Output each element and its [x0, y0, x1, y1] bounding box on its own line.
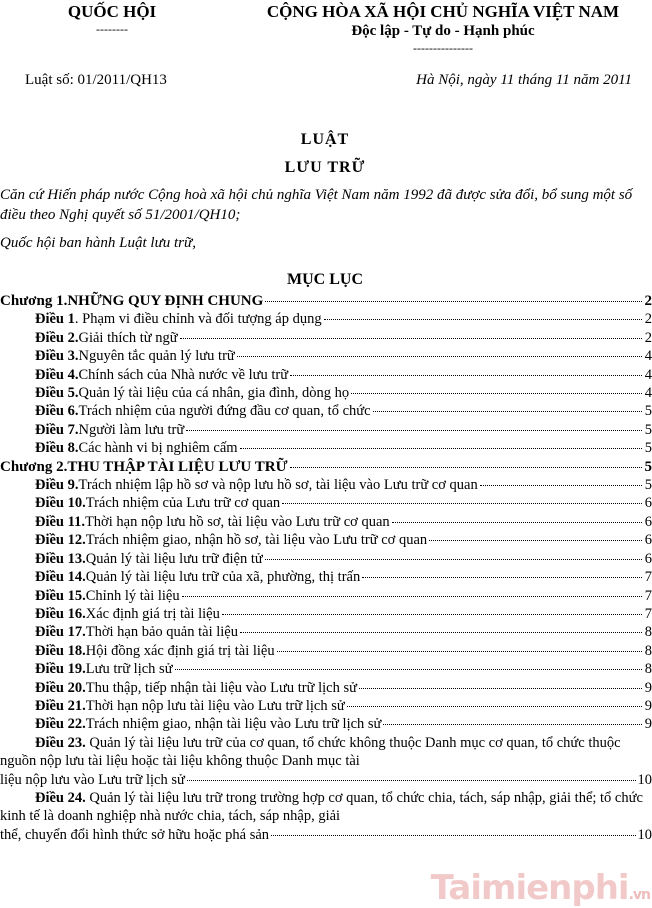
- toc-page-number: 10: [637, 771, 652, 788]
- toc-page-number: 7: [644, 605, 652, 622]
- toc-entry-text: Quản lý tài liệu của cá nhân, gia đình, dòng họ: [78, 385, 350, 402]
- toc-page-number: 9: [644, 679, 652, 696]
- toc-entry-label: Điều 22.: [35, 716, 86, 733]
- legal-basis: Căn cứ Hiến pháp nước Cộng hoà xã hội chủ nghĩa Việt Nam năm 1992 đã được sửa đổi, bổ sung một số điều theo Nghị quyết số 51/2001/QH10;: [0, 187, 633, 223]
- toc-chapter-entry[interactable]: [0, 458, 652, 476]
- dot-leader: [290, 467, 642, 468]
- toc-article-entry[interactable]: [0, 734, 652, 789]
- toc-entry-text: Thời hạn nộp lưu hồ sơ, tài liệu vào Lưu trữ cơ quan: [84, 513, 390, 530]
- toc-article-entry[interactable]: [0, 623, 652, 641]
- toc-article-entry[interactable]: [0, 310, 652, 328]
- toc-article-entry[interactable]: [0, 550, 652, 568]
- toc-page-number: 7: [644, 587, 652, 604]
- document-subject-title: LƯU TRỮ: [284, 159, 366, 176]
- toc-article-entry[interactable]: [0, 366, 652, 384]
- preamble: [0, 185, 648, 253]
- dot-leader: [186, 430, 642, 431]
- toc-article-entry[interactable]: [0, 697, 652, 715]
- toc-entry-label: Điều 7.: [35, 421, 79, 438]
- dot-leader: [290, 375, 642, 376]
- dot-leader: [187, 780, 636, 781]
- dot-leader: [222, 614, 642, 615]
- toc-article-entry[interactable]: [0, 476, 652, 494]
- toc-entry-label: Điều 11.: [35, 513, 85, 530]
- toc-chapter-entry[interactable]: [0, 292, 652, 310]
- toc-entry-label: Điều 24.: [35, 789, 86, 806]
- toc-entry-text: Các hành vi bị nghiêm cấm: [78, 440, 238, 457]
- toc-page-number: 8: [644, 642, 652, 659]
- toc-page-number: 4: [644, 348, 652, 365]
- toc-entry-label: Điều 12.: [35, 532, 86, 549]
- toc-page-number: 5: [644, 403, 652, 420]
- toc-entry-label: Điều 4.: [35, 366, 79, 383]
- issuing-agency-block: [62, 2, 162, 36]
- toc-entry-label: Điều 8.: [35, 440, 79, 457]
- national-title-block: [238, 2, 648, 55]
- dot-leader: [362, 577, 642, 578]
- issuing-agency: QUỐC HỘI: [67, 2, 157, 21]
- toc-entry-text: Trách nhiệm giao, nhận hồ sơ, tài liệu vào Lưu trữ cơ quan: [85, 532, 428, 549]
- toc-entry-text: Trách nhiệm của người đứng đầu cơ quan, tổ chức: [78, 403, 371, 420]
- toc-article-entry[interactable]: [0, 789, 652, 844]
- toc-entry-label: Điều 6.: [35, 403, 79, 420]
- toc-entry-text: NHỮNG QUY ĐỊNH CHUNG: [67, 293, 264, 309]
- dot-leader: [271, 835, 635, 836]
- toc-entry-text-end: liệu nộp lưu vào Lưu trữ lịch sử: [0, 771, 185, 788]
- toc-entry-label: Điều 3.: [35, 348, 79, 365]
- dot-leader: [175, 669, 642, 670]
- dot-leader: [480, 485, 642, 486]
- dot-leader: [324, 319, 642, 320]
- toc-page-number: 10: [637, 826, 652, 843]
- toc-article-entry[interactable]: [0, 679, 652, 697]
- toc-page-number: 2: [644, 329, 652, 346]
- dot-leader: [359, 688, 642, 689]
- document-type-title: LUẬT: [300, 131, 350, 148]
- toc-page-number: 6: [644, 532, 652, 549]
- toc-entry-text: Trách nhiệm giao, nhận tài liệu vào Lưu trữ lịch sử: [85, 716, 382, 733]
- toc-page-number: 2: [644, 311, 652, 328]
- toc-entry-text: Giải thích từ ngữ: [78, 329, 178, 346]
- toc-page-number: 5: [644, 458, 652, 475]
- toc-entry-label: Điều 2.: [35, 329, 79, 346]
- toc-entry-label: Điều 15.: [35, 587, 86, 604]
- dot-leader: [383, 724, 641, 725]
- national-motto: Độc lập - Tự do - Hạnh phúc: [351, 23, 535, 39]
- toc-article-entry[interactable]: [0, 384, 652, 402]
- toc-page-number: 4: [644, 385, 652, 402]
- place-date: Hà Nội, ngày 11 tháng 11 năm 2011: [416, 72, 632, 88]
- toc-article-entry[interactable]: [0, 587, 652, 605]
- dot-leader: [277, 651, 642, 652]
- toc-article-entry[interactable]: [0, 494, 652, 512]
- toc-entry-text-end: thể, chuyển đổi hình thức sở hữu hoặc phá sản: [0, 826, 270, 843]
- toc-entry-text: Trách nhiệm của Lưu trữ cơ quan: [85, 495, 281, 512]
- toc-entry-text: Lưu trữ lịch sử: [85, 661, 173, 678]
- toc-article-entry[interactable]: [0, 531, 652, 549]
- toc-article-entry[interactable]: [0, 715, 652, 733]
- toc-entry-label: Điều 23.: [35, 734, 86, 751]
- toc-page-number: 2: [644, 293, 652, 309]
- toc-entry-text: Quản lý tài liệu lưu trữ của cơ quan, tổ chức không thuộc Danh mục cơ quan, tổ chức thuộc nguồn nộp lưu tài liệu hoặc tài liệu không thuộc Danh mục tài: [0, 734, 621, 770]
- toc-article-entry[interactable]: [0, 660, 652, 678]
- toc-entry-text: Thời hạn nộp lưu tài liệu vào Lưu trữ lịch sử: [85, 697, 345, 714]
- dot-leader: [240, 448, 642, 449]
- toc-entry-label: Điều 9.: [35, 477, 79, 494]
- toc-entry-text: Chỉnh lý tài liệu: [85, 587, 180, 604]
- dot-leader: [373, 411, 642, 412]
- toc-page-number: 6: [644, 513, 652, 530]
- toc-entry-text: Người làm lưu trữ: [78, 421, 185, 438]
- toc-heading: MỤC LỤC: [287, 271, 363, 288]
- watermark-suffix: .vn: [628, 887, 650, 903]
- toc-entry-label: Điều 10.: [35, 495, 86, 512]
- toc-article-entry[interactable]: [0, 329, 652, 347]
- law-number: Luật số: 01/2011/QH13: [25, 72, 167, 88]
- toc-page-number: 5: [644, 477, 652, 494]
- toc-entry-label: Điều 1: [35, 311, 75, 328]
- toc-entry-text: Quản lý tài liệu lưu trữ điện tử: [85, 550, 263, 567]
- toc-article-entry[interactable]: [0, 513, 652, 531]
- nation-name: CỘNG HÒA XÃ HỘI CHỦ NGHĨA VIỆT NAM: [266, 2, 620, 21]
- toc-entry-text: Hội đồng xác định giá trị tài liệu: [85, 642, 275, 659]
- toc-entry-text: Trách nhiệm lập hồ sơ và nộp lưu hồ sơ, tài liệu vào Lưu trữ cơ quan: [78, 477, 478, 494]
- agency-rule: --------: [96, 22, 128, 36]
- toc-entry-label: Điều 21.: [35, 697, 86, 714]
- dot-leader: [351, 393, 642, 394]
- watermark-logo: [431, 868, 650, 908]
- toc-entry-label: Điều 19.: [35, 661, 86, 678]
- toc-page-number: 5: [644, 440, 652, 457]
- toc-entry-text: Quản lý tài liệu lưu trữ của xã, phường, thị trấn: [85, 569, 361, 586]
- toc-page-number: 6: [644, 550, 652, 567]
- toc-entry-text: Chính sách của Nhà nước về lưu trữ: [78, 366, 289, 383]
- toc-entry-text: Quản lý tài liệu lưu trữ trong trường hợp cơ quan, tổ chức chia, tách, sáp nhập, giải thể; tổ chức kinh tế là doanh nghiệp nhà nước chia, tách, sáp nhập, giải: [0, 789, 643, 825]
- enactment-clause: Quốc hội ban hành Luật lưu trữ,: [0, 235, 196, 251]
- toc-article-entry[interactable]: [0, 642, 652, 660]
- dot-leader: [265, 301, 641, 302]
- dot-leader: [237, 356, 642, 357]
- toc-article-entry[interactable]: [0, 439, 652, 457]
- toc-entry-label: Điều 20.: [35, 679, 86, 696]
- toc-entry-text: Xác định giá trị tài liệu: [85, 605, 220, 622]
- toc-entry-label: Chương 1.: [0, 293, 68, 309]
- toc-entry-label: Điều 16.: [35, 605, 86, 622]
- toc-entry-label: Điều 13.: [35, 550, 86, 567]
- toc-entry-text: . Phạm vi điều chỉnh và đối tượng áp dụng: [74, 311, 322, 328]
- toc-article-entry[interactable]: [0, 347, 652, 365]
- toc-page-number: 5: [644, 421, 652, 438]
- toc-page-number: 9: [644, 697, 652, 714]
- dot-leader: [240, 632, 642, 633]
- toc-page-number: 8: [644, 624, 652, 641]
- dot-leader: [429, 540, 642, 541]
- toc-article-entry[interactable]: [0, 605, 652, 623]
- table-of-contents: [0, 292, 652, 844]
- dot-leader: [265, 559, 642, 560]
- toc-article-entry[interactable]: [0, 402, 652, 420]
- toc-article-entry[interactable]: [0, 568, 652, 586]
- toc-page-number: 4: [644, 366, 652, 383]
- toc-page-number: 7: [644, 569, 652, 586]
- toc-page-number: 9: [644, 716, 652, 733]
- watermark-brand: Taimienphi: [430, 868, 629, 908]
- motto-rule: ---------------: [413, 41, 473, 55]
- toc-entry-text: Thu thập, tiếp nhận tài liệu vào Lưu trữ lịch sử: [85, 679, 357, 696]
- dot-leader: [347, 706, 642, 707]
- toc-article-entry[interactable]: [0, 421, 652, 439]
- dot-leader: [180, 338, 642, 339]
- toc-page-number: 6: [644, 495, 652, 512]
- toc-entry-text: THU THẬP TÀI LIỆU LƯU TRỮ: [67, 458, 288, 475]
- toc-entry-label: Điều 18.: [35, 642, 86, 659]
- dot-leader: [392, 522, 642, 523]
- dot-leader: [282, 503, 642, 504]
- toc-entry-label: Chương 2.: [0, 458, 68, 475]
- toc-page-number: 8: [644, 661, 652, 678]
- dot-leader: [182, 596, 642, 597]
- toc-entry-label: Điều 17.: [35, 624, 86, 641]
- toc-entry-label: Điều 5.: [35, 385, 79, 402]
- toc-entry-label: Điều 14.: [35, 569, 86, 586]
- toc-entry-text: Nguyên tắc quản lý lưu trữ: [78, 348, 235, 365]
- toc-entry-text: Thời hạn bảo quản tài liệu: [85, 624, 238, 641]
